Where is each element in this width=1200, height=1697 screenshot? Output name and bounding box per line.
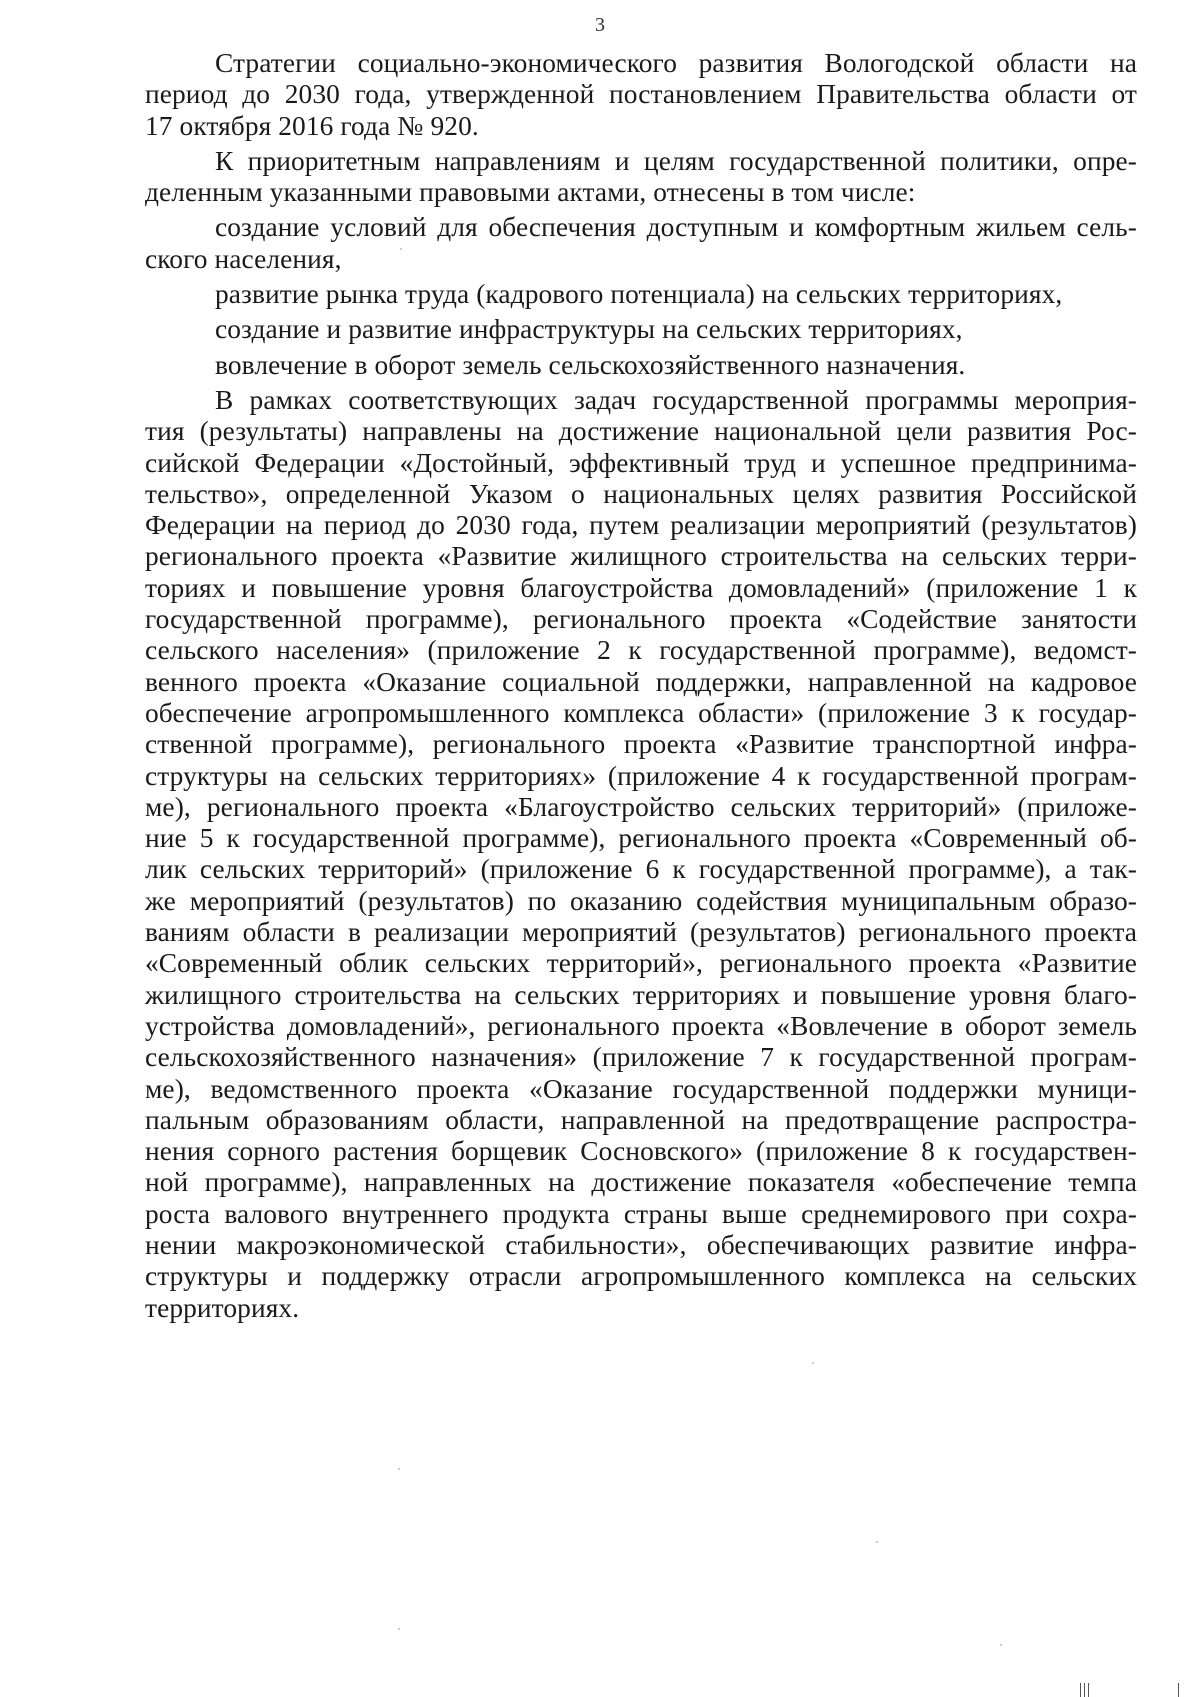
text-line: 17 октября 2016 года № 920. <box>145 110 479 141</box>
text-line: ваниям области в реализации мероприятий (результатов) регионального проекта <box>145 917 1137 948</box>
text-line: регионального проекта «Развитие жилищного строительства на сельских терри- <box>145 541 1137 572</box>
text-line: «Современный облик сельских территорий», регионального проекта «Развитие <box>145 948 1137 979</box>
paragraph <box>145 385 1137 1324</box>
scan-edge-mark <box>1080 1683 1081 1697</box>
paragraph <box>145 350 1137 381</box>
scan-edge-mark <box>1084 1683 1085 1697</box>
paragraph <box>145 212 1137 275</box>
scan-speck <box>398 1468 400 1470</box>
text-line: нения сорного растения борщевик Сосновского» (приложение 8 к государствен- <box>145 1136 1137 1167</box>
text-line: тия (результаты) направлены на достижение национальной цели развития Рос- <box>145 416 1137 447</box>
text-line: ториях и повышение уровня благоустройства домовладений» (приложение 1 к <box>145 572 1137 603</box>
scan-edge-mark <box>1178 1683 1179 1697</box>
text-line: нении макроэкономической стабильности», обеспечивающих развитие инфра- <box>145 1229 1137 1260</box>
text-line: деленным указанными правовыми актами, отнесены в том числе: <box>145 177 916 208</box>
scan-speck <box>398 1628 400 1630</box>
text-line: вовлечение в оборот земель сельскохозяйственного назначения. <box>215 349 966 380</box>
text-line: ме), регионального проекта «Благоустройство сельских территорий» (приложе- <box>145 791 1137 822</box>
scan-speck <box>812 1362 814 1364</box>
text-line: обеспечение агропромышленного комплекса области» (приложение 3 к государ- <box>145 697 1137 728</box>
text-line: тельство», определенной Указом о национальных целях развития Российской <box>145 478 1137 509</box>
text-line: ной программе), направленных на достижение показателя «обеспечение темпа <box>145 1167 1137 1198</box>
page-number: 3 <box>595 14 605 36</box>
text-line: роста валового внутреннего продукта страны выше среднемирового при сохра- <box>145 1198 1137 1229</box>
text-line: территориях. <box>145 1292 300 1323</box>
text-line: жилищного строительства на сельских территориях и повышение уровня благо- <box>145 979 1137 1010</box>
text-line: В рамках соответствующих задач государственной программы мероприя- <box>215 384 1137 415</box>
scan-speck <box>1000 1644 1002 1646</box>
text-line: ского населения, <box>145 243 342 274</box>
text-line: лик сельских территорий» (приложение 6 к государственной программе), а так- <box>145 854 1137 885</box>
paragraph <box>145 314 1137 345</box>
text-line: венного проекта «Оказание социальной поддержки, направленной на кадровое <box>145 666 1137 697</box>
text-line: Стратегии социально-экономического развития Вологодской области на <box>215 48 1137 78</box>
paragraph <box>145 48 1137 142</box>
text-line: развитие рынка труда (кадрового потенциала) на сельских территориях, <box>215 279 1063 310</box>
text-line: сийской Федерации «Достойный, эффективный труд и успешное предпринима- <box>145 447 1137 478</box>
text-line: сельскохозяйственного назначения» (приложение 7 к государственной програм- <box>145 1042 1137 1073</box>
paragraph <box>145 279 1137 310</box>
text-line: создание и развитие инфраструктуры на сельских территориях, <box>215 314 963 345</box>
text-line: государственной программе), регионального проекта «Содействие занятости <box>145 604 1137 635</box>
text-line: ме), ведомственного проекта «Оказание государственной поддержки муници- <box>145 1073 1137 1104</box>
body-text <box>145 48 1137 1324</box>
text-line: ние 5 к государственной программе), регионального проекта «Современный об- <box>145 823 1137 854</box>
text-line: сельского населения» (приложение 2 к государственной программе), ведомст- <box>145 635 1137 666</box>
text-line: пальным образованиям области, направленной на предотвращение распростра- <box>145 1104 1137 1135</box>
scan-edge-mark <box>1088 1683 1089 1697</box>
text-line: структуры и поддержку отрасли агропромышленного комплекса на сельских <box>145 1261 1137 1292</box>
scan-speck <box>400 248 402 250</box>
text-line: структуры на сельских территориях» (приложение 4 к государственной програм- <box>145 760 1137 791</box>
text-line: Федерации на период до 2030 года, путем реализации мероприятий (результатов) <box>145 510 1137 541</box>
scan-edge-marks <box>1000 1677 1200 1697</box>
text-line: ственной программе), регионального проекта «Развитие транспортной инфра- <box>145 729 1137 760</box>
text-line: же мероприятий (результатов) по оказанию содействия муниципальным образо- <box>145 885 1137 916</box>
text-line: создание условий для обеспечения доступным и комфортным жильем сель- <box>215 212 1137 243</box>
text-line: К приоритетным направлениям и целям государственной политики, опре- <box>215 145 1137 176</box>
text-line: период до 2030 года, утвержденной постановлением Правительства области от <box>145 79 1137 110</box>
paragraph <box>145 146 1137 209</box>
text-line: устройства домовладений», регионального проекта «Вовлечение в оборот земель <box>145 1010 1137 1041</box>
scan-speck <box>876 1541 878 1543</box>
